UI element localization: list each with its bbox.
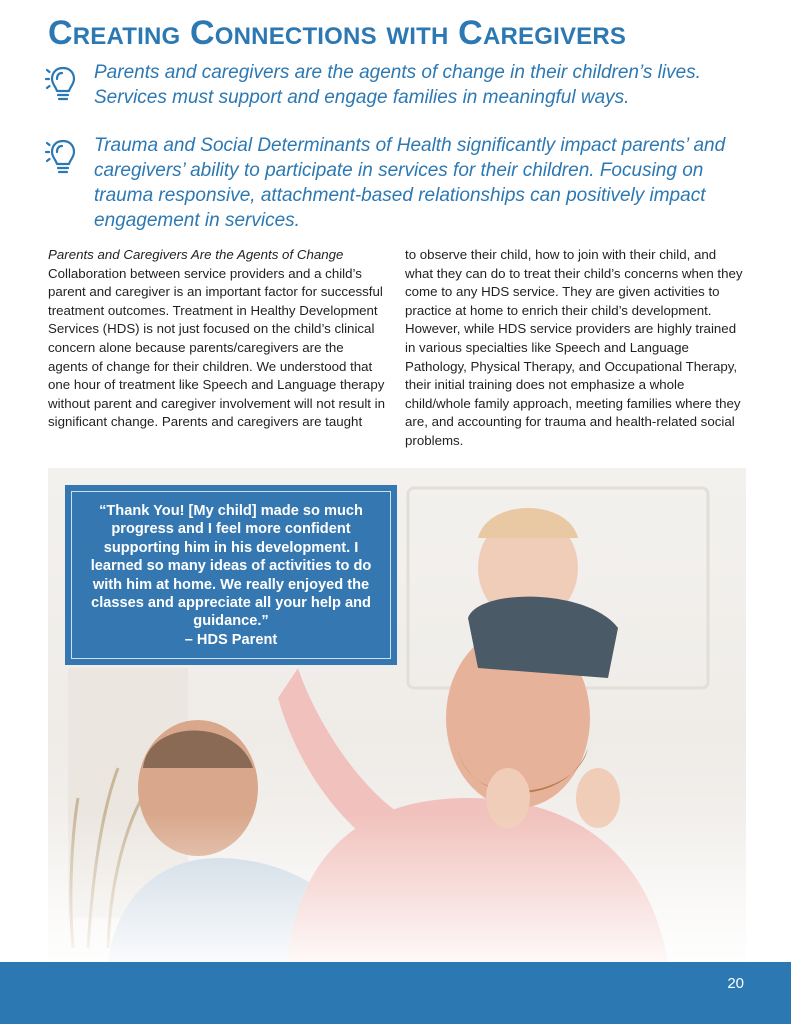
testimonial-inner	[71, 491, 391, 659]
body-column-left	[48, 246, 386, 432]
body-text-right: to observe their child, how to join with their child, and what they can do to treat their child’s concerns when they come to any HDS service. They are given activities to practice at home to enrich their child’s development. However, while HDS service providers are highly trained in various specialties like Speech and Language Pathology, Physical Therapy, and Occupational Therapy, their initial training does not emphasize a whole child/whole family approach, meeting families where they are, and accounting for trauma and health-related social problems.	[405, 247, 743, 448]
section-heading: Parents and Caregivers Are the Agents of Change	[48, 247, 344, 262]
callout-text: Parents and caregivers are the agents of change in their children’s lives. Services must support and engage families in meaningful ways.	[94, 62, 701, 108]
lightbulb-icon	[42, 133, 84, 177]
lightbulb-icon	[42, 60, 84, 104]
callout-text: Trauma and Social Determinants of Health significantly impact parents’ and caregivers’ ability to participate in services for their children. Focusing on trauma responsive, attachment-based relationships can positively impact engagement in services.	[94, 135, 726, 231]
testimonial-text: “Thank You! [My child] made so much progress and I feel more confident supporting him in his development. I learned so many ideas of activities to do with him at home. We really enjoyed the classes and appreciate all your help and guidance.”	[90, 503, 372, 630]
page-title: Creating Connections with Caregivers	[48, 14, 627, 52]
testimonial-box	[65, 485, 397, 665]
footer-bar	[0, 962, 791, 1024]
body-text-left: Collaboration between service providers and a child’s parent and caregiver is an important factor for successful treatment outcomes. Treatment in Healthy Development Services (HDS) is not just focused on the child’s clinical concern alone because parents/caregivers are the agents of change for their children. We understood that one hour of treatment like Speech and Language therapy without parent and caregiver involvement will not result in significant change. Parents and caregivers are taught	[48, 265, 386, 430]
testimonial-attribution: – HDS Parent	[184, 631, 278, 648]
body-column-right	[405, 246, 745, 451]
page-number: 20	[727, 975, 744, 992]
